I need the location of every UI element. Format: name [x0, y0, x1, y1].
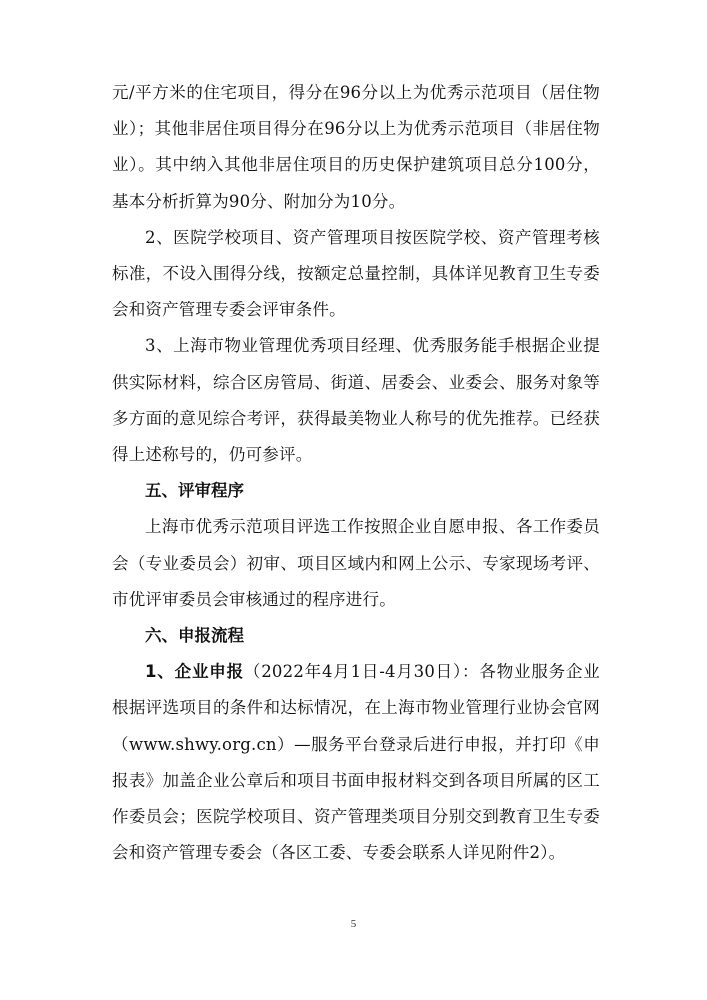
section-heading-review-procedure: 五、评审程序: [145, 481, 244, 501]
enterprise-application-text: （2022年4月1日-4月30日）：各物业服务企业根据评选项目的条件和达标情况，在上海市物业管理行业协会官网（www.shwy.org.cn）—服务平台登录后进行申报，并打印《申报表》加盖企业公章后和项目书面申报材料交到各项目所属的区工作委员会；医院学校项目、资产管理类项目分别交到教育卫生专委会和资产管理专委会（各区工委、专委会联系人详见附件2）。: [112, 662, 600, 863]
document-body: [112, 75, 600, 871]
section-heading-application-process: 六、申报流程: [145, 626, 244, 646]
paragraph-review-procedure: 上海市优秀示范项目评选工作按照企业自愿申报、各工作委员会（专业委员会）初审、项目区域内和网上公示、专家现场考评、市优评审委员会审核通过的程序进行。: [112, 517, 600, 609]
paragraph-hospital-school-projects: 2、医院学校项目、资产管理项目按医院学校、资产管理考核标准，不设入围得分线，按额定总量控制，具体详见教育卫生专委会和资产管理专委会评审条件。: [112, 227, 600, 320]
paragraph-project-manager-evaluation: 3、上海市物业管理优秀项目经理、优秀服务能手根据企业提供实际材料，综合区房管局、街道、居委会、业委会、服务对象等多方面的意见综合考评，获得最美物业人称号的优先推荐。已经获得上述称号的，仍可参评。: [112, 336, 600, 465]
paragraph-scoring-thresholds: 元/平方米的住宅项目，得分在96分以上为优秀示范项目（居住物业）；其他非居住项目得分在96分以上为优秀示范项目（非居住物业）。其中纳入其他非居住项目的历史保护建筑项目总分100分，基本分析折算为90分、附加分为10分。: [112, 83, 600, 211]
page-number: 5: [350, 918, 357, 930]
paragraph-enterprise-application: [112, 654, 600, 871]
enterprise-application-lead: 1、企业申报: [145, 662, 244, 682]
